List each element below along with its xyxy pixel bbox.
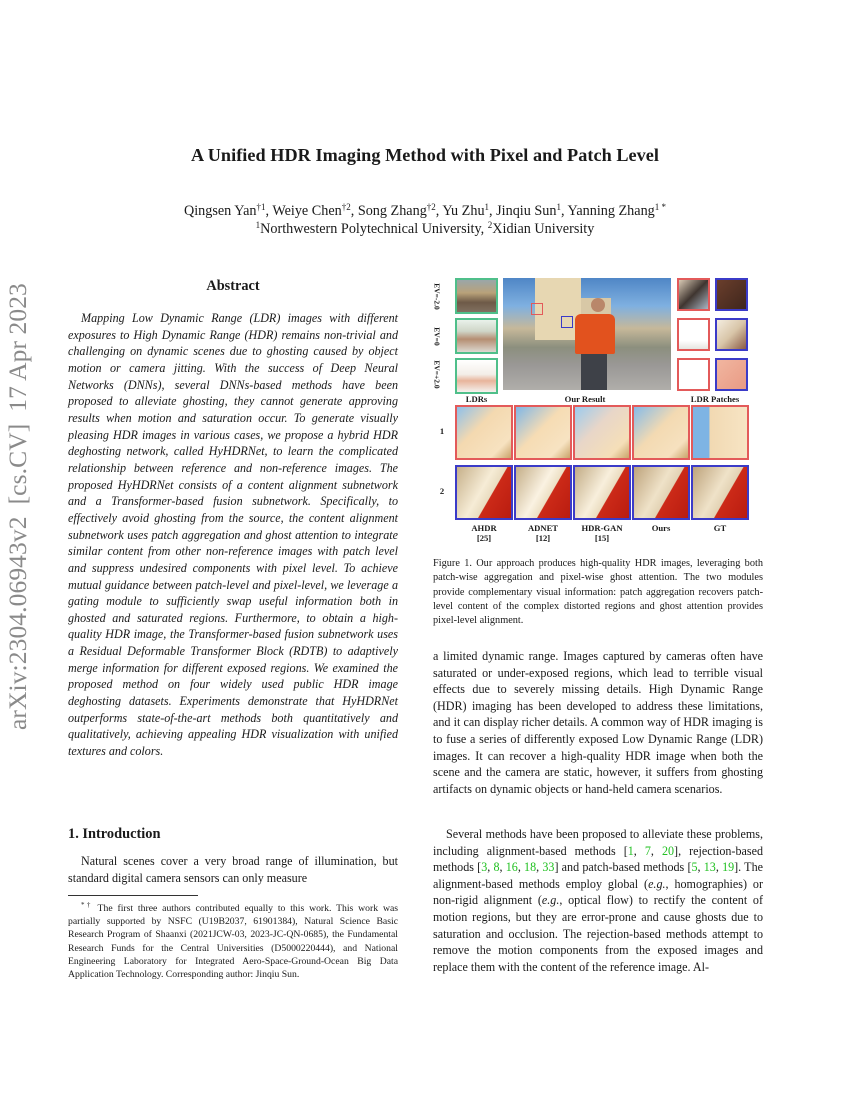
person-pants <box>581 354 607 390</box>
comparison-row1-gt <box>691 405 749 460</box>
citation-link[interactable]: 18 <box>524 860 537 875</box>
author: Song Zhang <box>357 203 427 219</box>
ldr-patch-2-ev-0 <box>715 318 748 351</box>
author-block <box>0 202 850 238</box>
affiliations: $^1$Northwestern Polytechnical University, $^2$Xidian University <box>255 220 595 237</box>
arxiv-date: 17 Apr 2023 <box>3 283 32 412</box>
comparison-row1-ahdr <box>455 405 513 460</box>
affiliation: Xidian University <box>492 221 595 237</box>
arxiv-category: [cs.CV] <box>3 423 32 505</box>
author: Yanning Zhang <box>567 203 655 219</box>
figure-label-ldrs: LDRs <box>465 394 488 404</box>
arxiv-id: arXiv:2304.06943v2 <box>3 516 32 730</box>
citation-link[interactable]: 19 <box>722 860 735 875</box>
comparison-row1-ours <box>632 405 690 460</box>
comparison-row2-hdrgan <box>573 465 631 520</box>
footnote-divider <box>68 895 198 896</box>
citation-link[interactable]: 13 <box>703 860 716 875</box>
abstract-text: Mapping Low Dynamic Range (LDR) images with different exposures to High Dynamic Range (HDR) remains non-trivial and challenging on dynamic scenes due to ghosting caused by object motion or camera jitting. With the success of Deep Neural Networks (DNNs), several DNNs-based methods have been proposed to alleviate ghosting, they cannot generate approving results when motion and saturation occur. To generate visually pleasing HDR images in various cases, we propose a hybrid HDR deghosting network, called HyHDRNet, to learn the complicated relationship between reference and non-reference images. The proposed HyHDRNet consists of a content alignment subnetwork and a Transformer-based fusion subnetwork. Specifically, to effectively avoid ghosting from the source, the content alignment subnetwork uses patch aggregation and ghost attention to integrate similar content from other non-reference images with patch level and suppress undesired components with pixel level. To achieve mutual guidance between patch-level and pixel-level, we leverage a gating module to sufficiently swap useful information both in ghosted and saturated regions. Furthermore, to obtain a high-quality HDR image, the Transformer-based fusion subnetwork uses a Residual Deformable Transformer Block (RDTB) to adaptively merge information for different exposed regions. We examined the proposed method on four widely used public HDR image deghosting datasets. Experiments demonstrate that HyHDRNet outperforms state-of-the-art methods both quantitatively and qualitatively, achieving appealing HDR visualization with unified textures and colors. <box>68 311 398 759</box>
figure-1-caption: Figure 1. Our approach produces high-quality HDR images, leveraging both patch-wise aggregation and pixel-wise ghost attention. The two modules provide complementary visual information: patch aggregation recovers patch-level content of the complex distorted regions and ghost attention provides pixel-level alignment. <box>433 558 763 627</box>
affiliation: Northwestern Polytechnical University <box>260 221 481 237</box>
ldr-patch-1-ev-0 <box>677 318 710 351</box>
ldr-patch-2-ev-minus2 <box>715 278 748 311</box>
figure-1 <box>425 270 765 545</box>
arxiv-stamp <box>3 270 33 730</box>
figure-label-ldr-patches: LDR Patches <box>690 394 740 404</box>
ldr-thumbnail-ev-plus2 <box>455 358 498 394</box>
author-list: Qingsen Yan$^{\dagger 1}$, Weiye Chen$^{\dagger 2}$, Song Zhang$^{\dagger 2}$, Yu Zhu$^1$, Jinqiu Sun$^1$, Yanning Zhang$^{1 *}$ <box>183 202 667 219</box>
footnote: *† The first three authors contributed equally to this work. This work was partially supported by NSFC (U19B2037, 61901384), Natural Science Basic Research Program of Shaanxi (2021JCW-03, 2023-JC-QN-0685), the Fundamental Research Funds for the Central Universities (D5000220444), and National Engineering Laboratory for Integrated Aero-Space-Ground-Ocean Big Data Application Technology. Corresponding author: Jinqiu Sun. <box>68 901 399 980</box>
patch-marker-1 <box>531 303 543 315</box>
method-label-ours: Ours <box>651 523 671 533</box>
paper-title: A Unified HDR Imaging Method with Pixel and Patch Level <box>190 145 660 165</box>
ldr-patch-1-ev-plus2 <box>677 358 710 391</box>
comparison-row1-hdrgan <box>573 405 631 460</box>
comparison-row2-ours <box>632 465 690 520</box>
method-label-ahdr: AHDR [25] <box>471 523 497 543</box>
author: Jinqiu Sun <box>496 203 557 219</box>
hdr-result-image <box>503 278 671 390</box>
abstract-heading: Abstract <box>206 278 260 294</box>
citation-link[interactable]: 16 <box>505 860 518 875</box>
citation-link[interactable]: 20 <box>661 843 675 858</box>
citation-link[interactable]: 1 <box>627 843 634 858</box>
row-label: 1 <box>439 426 445 436</box>
ldr-thumbnail-ev-minus2 <box>455 278 498 314</box>
ldr-thumbnail-ev-0 <box>455 318 498 354</box>
method-label-gt: GT <box>713 523 727 533</box>
method-label-hdrgan: HDR-GAN [15] <box>581 523 623 543</box>
comparison-row2-gt <box>691 465 749 520</box>
ev-label: EV=+2.0 <box>432 360 442 389</box>
patch-marker-2 <box>561 316 573 328</box>
figure-label-our-result: Our Result <box>564 394 606 404</box>
comparison-row1-adnet <box>514 405 572 460</box>
author: Weiye Chen <box>272 203 342 219</box>
author: Qingsen Yan <box>183 203 257 219</box>
citation-link[interactable]: 7 <box>644 843 651 858</box>
citation-link[interactable]: 3 <box>481 860 488 875</box>
ev-label: EV=-2.0 <box>432 283 442 310</box>
author: Yu Zhu <box>442 203 485 219</box>
row-label: 2 <box>439 486 445 496</box>
person-shirt <box>575 314 615 354</box>
comparison-row2-adnet <box>514 465 572 520</box>
intro-paragraph-1: Natural scenes cover a very broad range of illumination, but standard digital camera sensors can only measure <box>68 854 398 885</box>
intro-paragraph-1-continued: a limited dynamic range. Images captured by cameras often have saturated or under-exposed regions, which lead to terrible visual effects due to severely missing details. High Dynamic Range (HDR) imaging has been developed to address these limitations, and it can display richer details. A common way of HDR imaging is to fuse a series of differently exposed Low Dynamic Range (LDR) images. It can recover a high-quality HDR image when both the scene and the camera are static, however, it suffers from ghosting artifacts on dynamic objects or hand-held camera scenarios. <box>433 649 763 796</box>
ev-label: EV=0 <box>432 327 442 346</box>
ldr-patch-1-ev-minus2 <box>677 278 710 311</box>
section-heading-introduction: 1. Introduction <box>68 826 161 842</box>
person-head <box>591 298 605 312</box>
citation-link[interactable]: 5 <box>691 860 698 875</box>
ldr-patch-2-ev-plus2 <box>715 358 748 391</box>
citation-link[interactable]: 8 <box>493 860 500 875</box>
intro-paragraph-2: Several methods have been proposed to alleviate these problems, including alignment-based methods [1, 7, 20], rejection-based methods [3, 8, 16, 18, 33] and patch-based methods [5, 13, 19]. The alignment-based methods employ global (e.g., homographies) or non-rigid alignment (e.g., optical flow) to rectify the content of motion regions, but they are error-prone and cause ghosts due to saturation and occlusion. The rejection-based methods attempt to remove the motion components from the exposed images and replace them with the content of the reference image. Al- <box>433 827 764 974</box>
method-label-adnet: ADNET [12] <box>527 523 559 543</box>
citation-link[interactable]: 33 <box>542 860 555 875</box>
comparison-row2-ahdr <box>455 465 513 520</box>
